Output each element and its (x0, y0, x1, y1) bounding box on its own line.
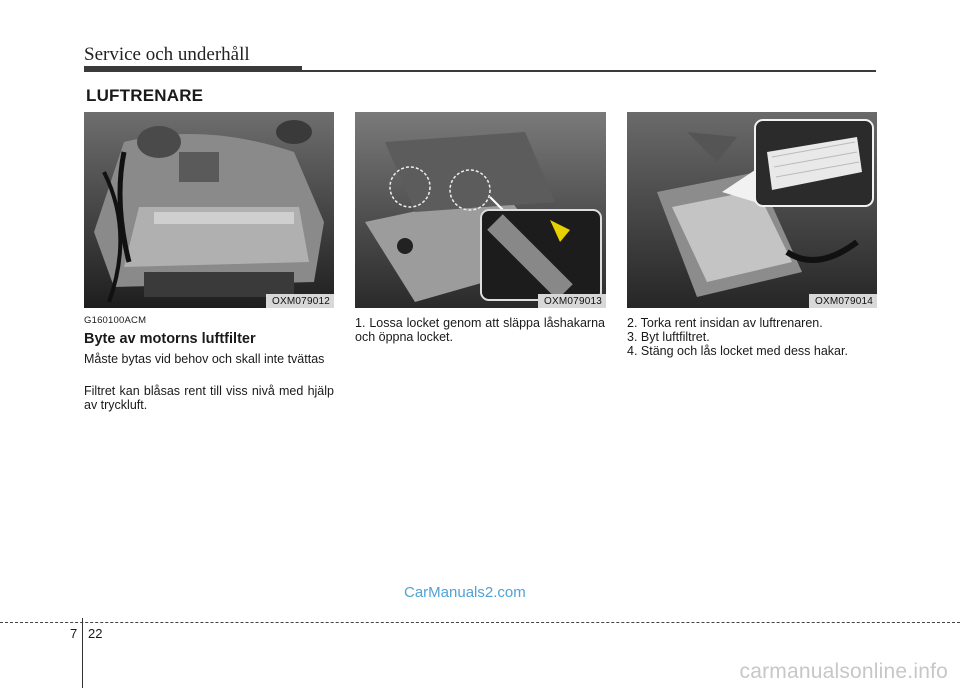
subsection-title: Byte av motorns luftfilter (84, 331, 256, 347)
engine-photo-2 (355, 112, 606, 308)
body-paragraph: Filtret kan blåsas rent till viss nivå med hjälp av tryckluft. (84, 384, 334, 412)
engine-photo-1 (84, 112, 334, 308)
step-item: 4. Stäng och lås locket med dess hakar. (627, 344, 848, 358)
running-header-title: Service och underhåll (84, 44, 250, 65)
figure-caption: OXM079012 (266, 294, 334, 308)
engine-photo-3-illustration (627, 112, 877, 308)
steps-list (627, 316, 887, 358)
engine-photo-1-illustration (84, 112, 334, 308)
section-title: LUFTRENARE (86, 86, 204, 105)
header-rule-thin (302, 70, 876, 72)
footer-divider (82, 618, 83, 688)
footer-dashed-rule (0, 622, 960, 623)
step-1 (355, 316, 605, 344)
reference-code: G160100ACM (84, 315, 147, 326)
step-item: 3. Byt luftfiltret. (627, 330, 710, 344)
step-1-text: Lossa locket genom att släppa låshakarna och öppna locket. (355, 316, 605, 344)
watermark-link[interactable]: CarManuals2.com (404, 584, 526, 601)
page-number: 22 (88, 626, 103, 641)
engine-photo-2-illustration (355, 112, 606, 308)
figure-caption: OXM079013 (538, 294, 606, 308)
step-1-number: 1. (355, 316, 366, 330)
figure-caption: OXM079014 (809, 294, 877, 308)
chapter-number: 7 (70, 626, 78, 641)
engine-photo-3 (627, 112, 877, 308)
footer-brand-link[interactable]: carmanualsonline.info (739, 660, 948, 683)
body-paragraph: Måste bytas vid behov och skall inte tvättas (84, 352, 325, 366)
header-rule-thick (84, 66, 302, 72)
step-item: 2. Torka rent insidan av luftrenaren. (627, 316, 823, 330)
